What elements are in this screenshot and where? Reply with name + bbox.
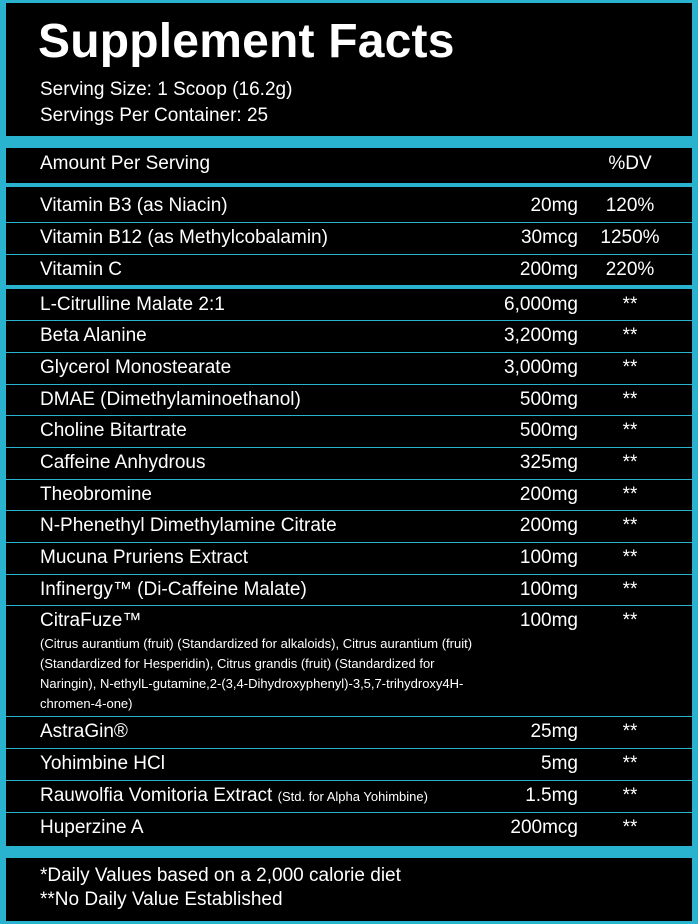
ingredient-amount: 20mg xyxy=(530,195,578,216)
ingredient-amount: 200mg xyxy=(519,515,578,536)
ingredient-name xyxy=(40,784,428,809)
ingredient-name: Theobromine xyxy=(40,484,152,505)
ingredient-dv: ** xyxy=(622,325,638,346)
ingredient-amount: 200mcg xyxy=(510,817,578,838)
ingredient-row xyxy=(0,510,698,542)
vitamin-row xyxy=(0,222,698,254)
ingredient-dv: ** xyxy=(622,420,638,441)
ingredient-row xyxy=(0,320,698,352)
ingredient-dv: 1250% xyxy=(600,227,660,248)
ingredient-row xyxy=(0,352,698,384)
servings-per-container: Servings Per Container: 25 xyxy=(40,105,269,126)
ingredient-name: Vitamin C xyxy=(40,259,123,280)
ingredient-name: AstraGin® xyxy=(40,721,128,742)
footnote-no-daily-value: **No Daily Value Established xyxy=(40,889,283,910)
ingredient-dv: ** xyxy=(622,610,638,631)
vitamin-row xyxy=(0,190,698,222)
blend-row xyxy=(0,605,698,637)
vitamin-row xyxy=(0,254,698,286)
header-row xyxy=(0,148,698,180)
ingredient-name-text: Rauwolfia Vomitoria Extract xyxy=(40,785,273,806)
ingredient-dv: ** xyxy=(622,389,638,410)
ingredient-dv: ** xyxy=(622,452,638,473)
ingredient-amount: 1.5mg xyxy=(525,785,578,806)
dv-label: %DV xyxy=(608,153,652,174)
ingredient-row xyxy=(0,812,698,844)
blend-description: (Citrus aurantium (fruit) (Standardized for alkaloids), Citrus aurantium (fruit) (Standardized for Hesperidin), Citrus grandis (fruit) (Standardized for Naringin), N-ethylL-gutamine,2-(3,4-Dihydroxyphenyl)-3,5,7-trihydroxy4H-chromen-4-one) xyxy=(40,636,473,711)
ingredient-dv: ** xyxy=(622,547,638,568)
ingredient-row xyxy=(0,415,698,447)
ingredient-dv: ** xyxy=(622,515,638,536)
ingredient-dv: ** xyxy=(622,721,638,742)
thick-divider-bottom xyxy=(0,846,698,858)
ingredient-name: Choline Bitartrate xyxy=(40,420,187,441)
ingredient-dv: ** xyxy=(622,484,638,505)
ingredient-note: (Std. for Alpha Yohimbine) xyxy=(277,789,428,804)
ingredient-name: Vitamin B3 (as Niacin) xyxy=(40,195,228,216)
thick-divider-top xyxy=(0,136,698,148)
ingredient-dv: ** xyxy=(622,357,638,378)
divider-header xyxy=(0,183,698,187)
ingredient-dv: ** xyxy=(622,785,638,806)
ingredient-row xyxy=(0,748,698,780)
ingredient-row xyxy=(0,384,698,416)
ingredient-name: Huperzine A xyxy=(40,817,144,838)
ingredient-amount: 3,000mg xyxy=(504,357,578,378)
footnote-daily-values: *Daily Values based on a 2,000 calorie diet xyxy=(40,865,401,886)
ingredient-row xyxy=(0,289,698,321)
ingredient-row xyxy=(0,479,698,511)
ingredient-dv: 220% xyxy=(605,259,655,280)
ingredient-row xyxy=(0,574,698,606)
ingredient-name: L-Citrulline Malate 2:1 xyxy=(40,294,225,315)
ingredient-amount: 100mg xyxy=(519,610,578,631)
amount-per-serving-label: Amount Per Serving xyxy=(40,153,211,174)
ingredient-amount: 100mg xyxy=(519,547,578,568)
ingredient-row xyxy=(0,780,698,812)
serving-size: Serving Size: 1 Scoop (16.2g) xyxy=(40,79,293,100)
ingredient-name: Yohimbine HCl xyxy=(40,753,165,774)
ingredient-name: Infinergy™ (Di-Caffeine Malate) xyxy=(40,579,307,600)
ingredient-amount: 30mcg xyxy=(520,227,578,248)
ingredient-row xyxy=(0,716,698,748)
ingredient-name: DMAE (Dimethylaminoethanol) xyxy=(40,389,301,410)
ingredient-name: Caffeine Anhydrous xyxy=(40,452,206,473)
ingredient-amount: 325mg xyxy=(519,452,578,473)
ingredient-dv: ** xyxy=(622,294,638,315)
ingredient-amount: 500mg xyxy=(519,389,578,410)
ingredient-amount: 200mg xyxy=(519,484,578,505)
ingredient-name: CitraFuze™ xyxy=(40,610,142,631)
ingredient-name: Beta Alanine xyxy=(40,325,147,346)
ingredient-row xyxy=(0,447,698,479)
ingredient-name: Vitamin B12 (as Methylcobalamin) xyxy=(40,227,328,248)
ingredient-name: Glycerol Monostearate xyxy=(40,357,232,378)
ingredient-name: Mucuna Pruriens Extract xyxy=(40,547,249,568)
ingredient-amount: 25mg xyxy=(530,721,578,742)
ingredient-name: N-Phenethyl Dimethylamine Citrate xyxy=(40,515,337,536)
label-title: Supplement Facts xyxy=(38,15,455,68)
ingredient-amount: 6,000mg xyxy=(504,294,578,315)
ingredient-amount: 500mg xyxy=(519,420,578,441)
ingredient-dv: ** xyxy=(622,753,638,774)
ingredient-amount: 5mg xyxy=(541,753,578,774)
ingredient-row xyxy=(0,542,698,574)
ingredient-amount: 200mg xyxy=(519,259,578,280)
ingredient-dv: ** xyxy=(622,579,638,600)
ingredient-amount: 3,200mg xyxy=(504,325,578,346)
ingredient-dv: 120% xyxy=(605,195,655,216)
ingredient-amount: 100mg xyxy=(519,579,578,600)
ingredient-dv: ** xyxy=(622,817,638,838)
